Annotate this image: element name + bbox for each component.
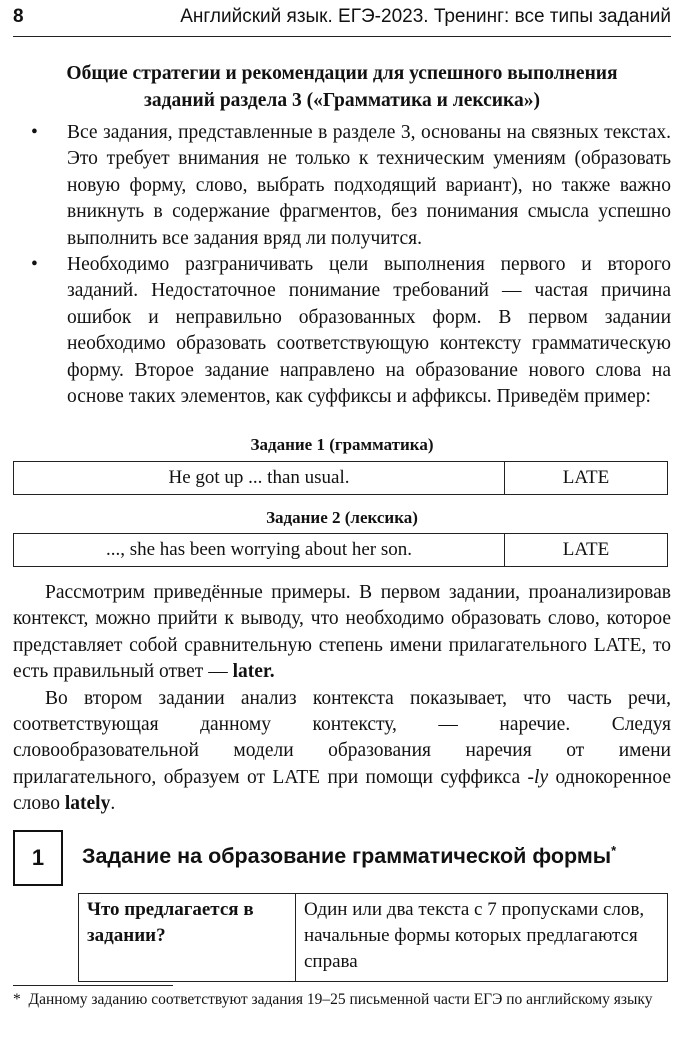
example-1-sentence: He got up ... than usual.	[14, 462, 505, 495]
task-info-answer: Один или два текста с 7 пропусками слов, начальные формы которых предлагаются справа	[296, 894, 668, 982]
example-2-caption: Задание 2 (лексика)	[266, 508, 418, 527]
footnote-mark: *	[611, 843, 617, 858]
bullet-icon: •	[31, 122, 38, 143]
list-item	[13, 120, 671, 252]
footnote-divider	[13, 985, 173, 986]
table-row	[14, 534, 668, 567]
explanation-paragraph-1: Рассмотрим приведённые примеры. В первом задании, проанализировав контекст, можно прийти к выводу, что необходимо образовать слово, которое представляет собой сравнительную степень имени прилагательного LATE, то есть правильный ответ — later.	[13, 582, 671, 683]
example-2-table	[13, 533, 668, 567]
table-row	[79, 894, 668, 982]
section-title-line-2: заданий раздела 3 («Грамматика и лексика»)	[144, 90, 540, 111]
answer-later: later	[232, 661, 270, 683]
explanation	[13, 580, 671, 818]
answer-lately: lately	[64, 793, 111, 815]
recommendation-list	[13, 120, 671, 410]
example-2-word: LATE	[505, 534, 668, 567]
section-title	[13, 60, 671, 114]
footnote-marker: *	[13, 991, 21, 1008]
list-item-text: Все задания, представленные в разделе 3, основаны на связных текстах. Это требует внимания не только к техническим умениям (образовать новую форму, слово, выбрать подходящий вариант), но также важно вникнуть в содержание фрагментов, без понимания смысла успешно выполнить все задания вряд ли получится.	[67, 122, 671, 249]
page-header	[13, 6, 671, 37]
example-1-caption: Задание 1 (грамматика)	[250, 435, 434, 454]
page-number: 8	[13, 6, 24, 27]
task-number: 1	[13, 830, 63, 886]
footnote-text: Данному заданию соответствуют задания 19–25 письменной части ЕГЭ по английскому языку	[28, 991, 653, 1008]
example-1-word: LATE	[505, 462, 668, 495]
footnote	[13, 989, 671, 1010]
bullet-icon: •	[31, 254, 38, 276]
task-info-question: Что предлагается в задании?	[79, 894, 296, 982]
running-title: Английский язык. ЕГЭ-2023. Тренинг: все типы заданий	[180, 6, 671, 27]
list-item	[13, 252, 671, 410]
explanation-paragraph-2: Во втором задании анализ контекста показывает, что часть речи, соответствующая данному контексту, — наречие. Следуя словообразовательной модели образования наречия от имени прилагательного, образуем от LATE при помощи суффикса -ly однокоренное слово lately.	[13, 687, 671, 815]
suffix-ly: -ly	[527, 766, 549, 788]
table-row	[14, 462, 668, 495]
example-2-sentence: ..., she has been worrying about her son.	[14, 534, 505, 567]
list-item-text: Необходимо разграничивать цели выполнения первого и второго заданий. Недостаточное понимание требований — частая причина ошибок и неправильно образованных форм. В первом задании необходимо образовать соответствующую контексту грамматическую форму. Второе задание направлено на образование нового слова на основе таких элементов, как суффиксы и аффиксы. Приведём пример:	[67, 254, 671, 408]
task-title: Задание на образование грамматической формы*	[82, 843, 617, 869]
example-1-table	[13, 461, 668, 495]
section-title-line-1: Общие стратегии и рекомендации для успешного выполнения	[66, 63, 618, 84]
task-info-table	[78, 893, 668, 982]
